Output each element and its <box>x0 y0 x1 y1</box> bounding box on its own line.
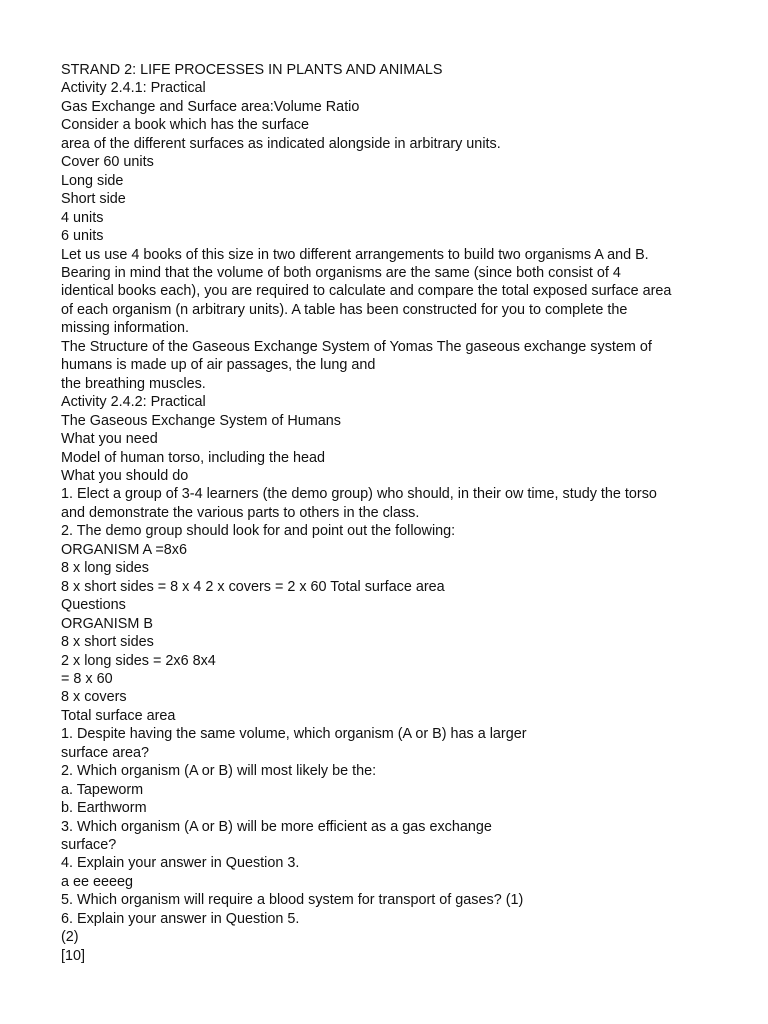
text-line: 8 x short sides <box>61 634 154 651</box>
question-line: surface area? <box>61 744 149 761</box>
questions-label: Questions <box>61 597 126 614</box>
section-label: What you should do <box>61 467 189 484</box>
question-line: b. Earthworm <box>61 800 147 817</box>
text-line: identical books each), you are required to calculate and compare the total exposed surface area <box>61 283 672 300</box>
text-line: the breathing muscles. <box>61 375 206 392</box>
marks-line: (2) <box>61 929 79 946</box>
text-line: of each organism (n arbitrary units). A table has been constructed for you to complete the <box>61 301 628 318</box>
activity-title: Gas Exchange and Surface area:Volume Ratio <box>61 98 360 115</box>
text-line: Consider a book which has the surface <box>61 117 309 134</box>
question-line: 1. Despite having the same volume, which organism (A or B) has a larger <box>61 726 527 743</box>
question-line: 6. Explain your answer in Question 5. <box>61 910 300 927</box>
text-line: Bearing in mind that the volume of both organisms are the same (since both consist of 4 <box>61 264 621 281</box>
text-line: 4 units <box>61 209 104 226</box>
activity-heading: Activity 2.4.2: Practical <box>61 394 206 411</box>
strand-heading: STRAND 2: LIFE PROCESSES IN PLANTS AND ANIMALS <box>61 62 443 78</box>
text-line: a ee eeeeg <box>61 873 134 890</box>
organism-b-label: ORGANISM B <box>61 615 153 632</box>
text-line: missing information. <box>61 320 189 337</box>
text-line: 8 x long sides <box>61 560 149 577</box>
text-line: 8 x covers <box>61 689 127 706</box>
question-line: 2. Which organism (A or B) will most likely be the: <box>61 763 377 780</box>
total-marks-line: [10] <box>61 947 86 964</box>
text-line: = 8 x 60 <box>61 670 113 687</box>
section-label: What you need <box>61 431 158 448</box>
question-line: a. Tapeworm <box>61 781 144 798</box>
text-line: 8 x short sides = 8 x 4 2 x covers = 2 x 60 Total surface area <box>61 578 445 595</box>
question-line: 5. Which organism will require a blood system for transport of gases? (1) <box>61 892 524 909</box>
text-line: 2. The demo group should look for and point out the following: <box>61 523 456 540</box>
activity-heading: Activity 2.4.1: Practical <box>61 80 206 97</box>
text-line: humans is made up of air passages, the lung and <box>61 357 376 374</box>
question-line: 3. Which organism (A or B) will be more efficient as a gas exchange <box>61 818 492 835</box>
activity-title: The Gaseous Exchange System of Humans <box>61 412 341 429</box>
text-line: area of the different surfaces as indicated alongside in arbitrary units. <box>61 135 501 152</box>
text-line: Total surface area <box>61 707 176 724</box>
document-page <box>61 61 711 965</box>
question-line: surface? <box>61 837 117 854</box>
organism-a-label: ORGANISM A =8x6 <box>61 541 187 558</box>
text-line: 6 units <box>61 228 104 245</box>
question-line: 4. Explain your answer in Question 3. <box>61 855 300 872</box>
text-line: 2 x long sides = 2x6 8x4 <box>61 652 216 669</box>
text-line: Short side <box>61 191 126 208</box>
text-line: Long side <box>61 172 124 189</box>
text-line: Let us use 4 books of this size in two different arrangements to build two organisms A and B. <box>61 246 649 263</box>
text-line: The Structure of the Gaseous Exchange System of Yomas The gaseous exchange system of <box>61 338 652 355</box>
text-line: Model of human torso, including the head <box>61 449 325 466</box>
text-line: and demonstrate the various parts to others in the class. <box>61 504 420 521</box>
text-line: 1. Elect a group of 3-4 learners (the demo group) who should, in their ow time, study the torso <box>61 486 657 503</box>
text-line: Cover 60 units <box>61 154 154 171</box>
